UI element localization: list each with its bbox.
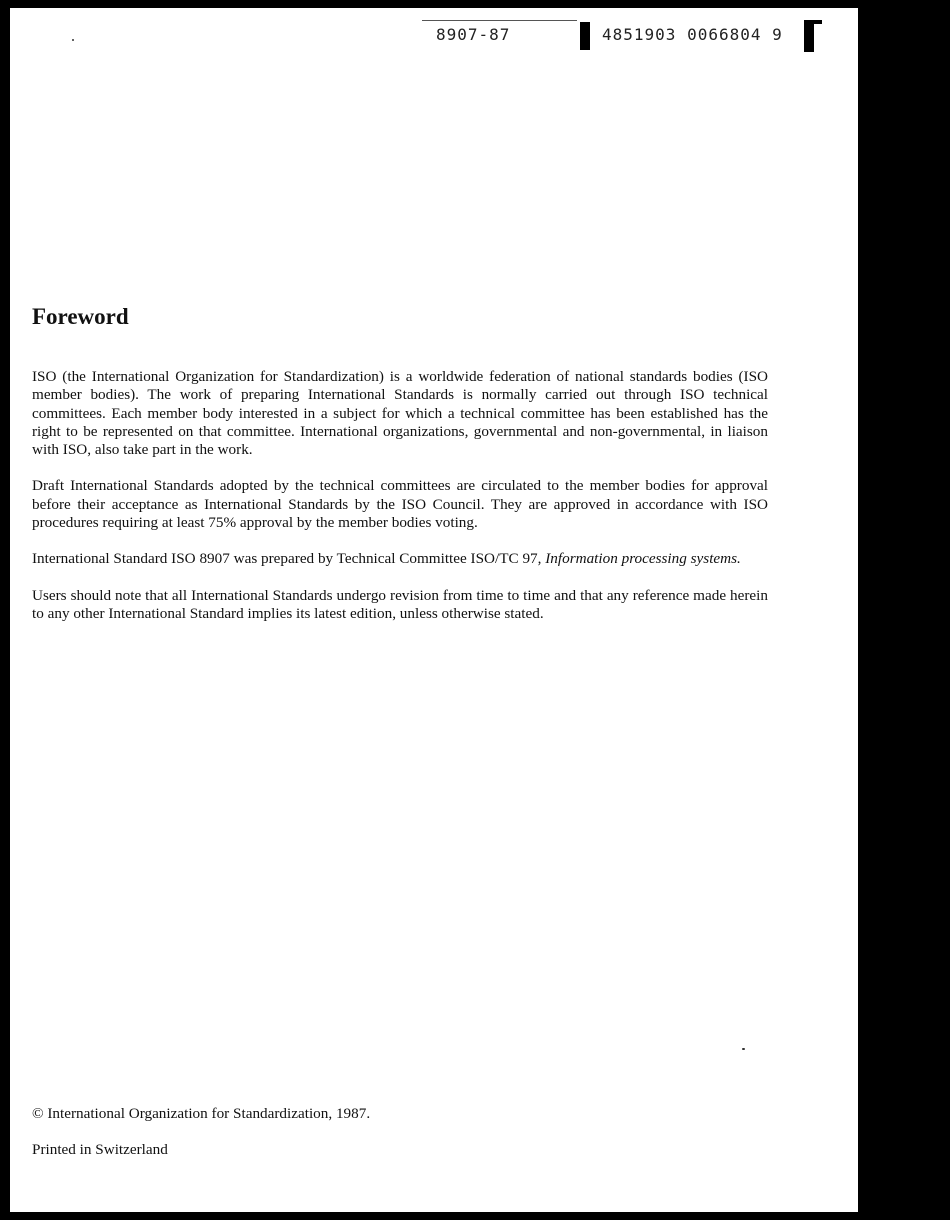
tc97-title-italic: Information processing systems. — [545, 550, 741, 568]
paragraph-users-note: Users should note that all International Standards undergo revision from time to time and that any reference made herein to any other International Standard implies its latest edition, unless otherwise stated. — [32, 586, 768, 622]
barcode-marker-right — [804, 22, 814, 52]
header-rule — [422, 20, 577, 21]
paragraph-draft-standards: Draft International Standards adopted by the technical committees are circulated to the member bodies for approval before their acceptance as International Standards by the ISO Council. They are approved in accordance with ISO procedures requiring at least 75% approval by the member bodies voting. — [32, 477, 768, 532]
copyright-notice: © International Organization for Standardization, 1987. — [32, 1105, 371, 1122]
scan-speck — [742, 1048, 745, 1050]
document-code: 8907-87 — [436, 25, 511, 44]
scan-speck — [72, 39, 74, 41]
foreword-body — [32, 368, 768, 641]
tc97-text: International Standard ISO 8907 was prepared by Technical Committee ISO/TC 97, — [32, 550, 546, 568]
paragraph-iso-intro: ISO (the International Organization for Standardization) is a worldwide federation of national standards bodies (ISO member bodies). The work of preparing International Standards is normally carried out through ISO technical committees. Each member body interested in a subject for which a technical committee has been established has the right to be represented on that committee. International organizations, governmental and non-governmental, in liaison with ISO, also take part in the work. — [32, 368, 768, 459]
document-page — [10, 8, 858, 1212]
barcode-number: 4851903 0066804 9 — [602, 25, 783, 44]
barcode-marker-left — [580, 22, 590, 50]
paragraph-tc97 — [32, 550, 768, 568]
page-title: Foreword — [32, 304, 129, 329]
printed-location: Printed in Switzerland — [32, 1141, 168, 1158]
